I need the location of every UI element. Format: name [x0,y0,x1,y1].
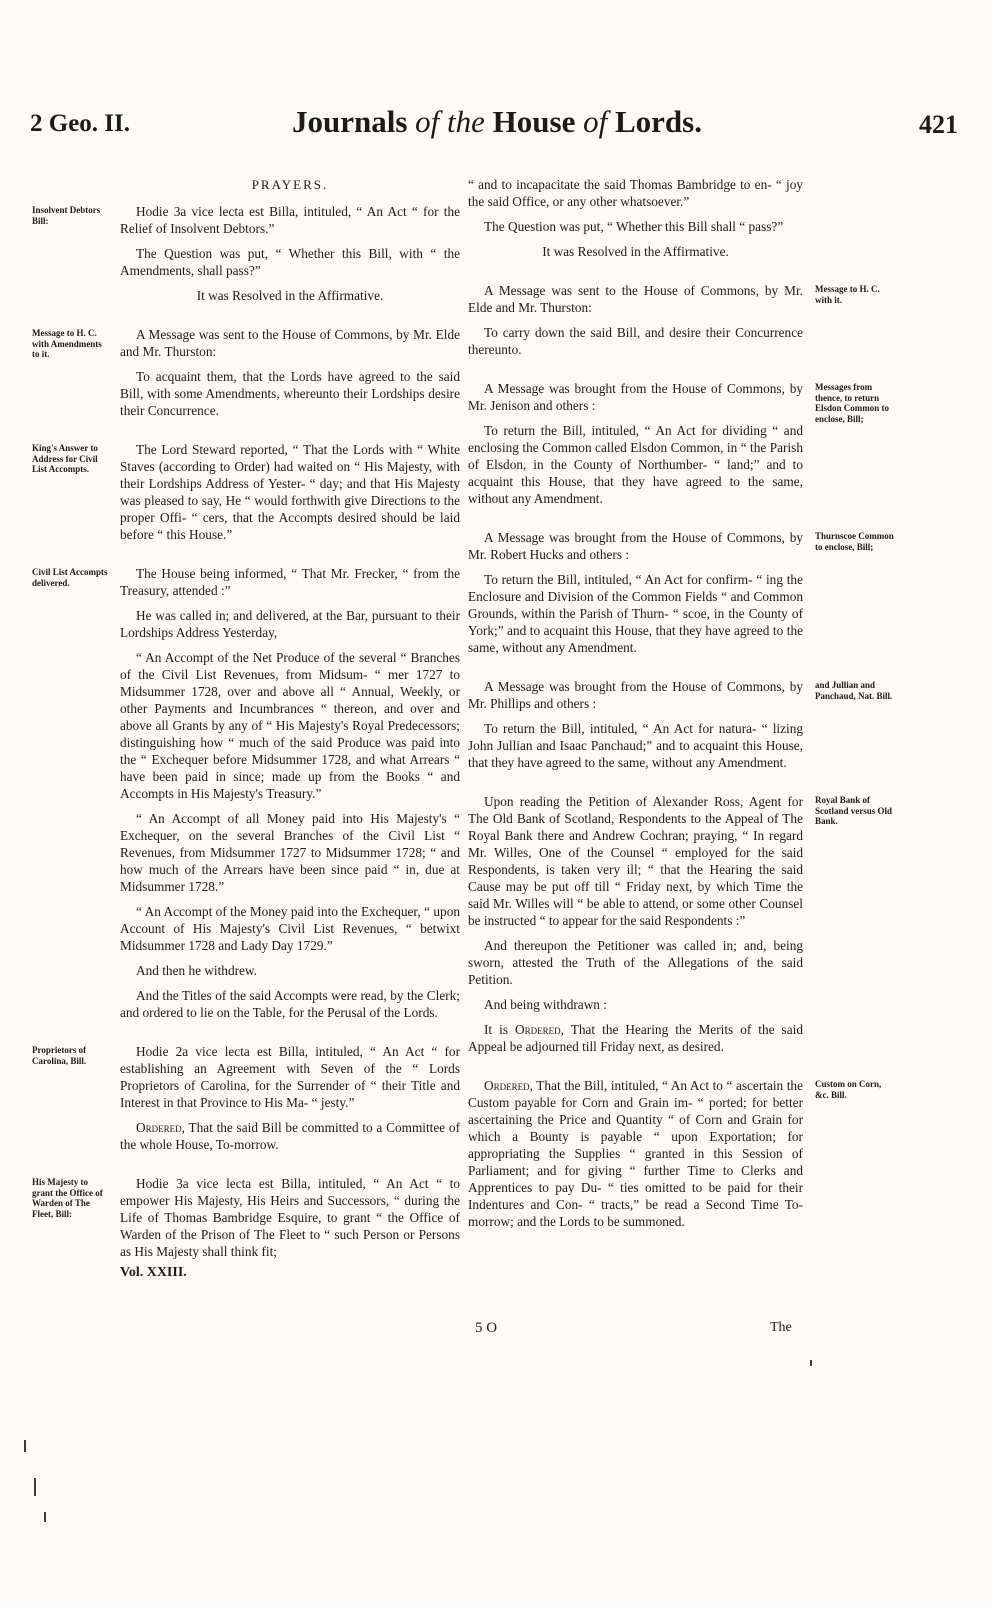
margin-note: and Jullian and Panchaud, Nat. Bill. [815,680,893,701]
margin-note: Civil List Accompts delivered. [32,567,108,588]
paragraph: A Message was sent to the House of Commons, by Mr. Elde and Mr. Thurston: [120,327,460,359]
paragraph: Hodie 3a vice lecta est Billa, intituled, “ An Act “ to empower His Majesty, His Heirs and Successors, “ during the Life of Thomas Bambridge Esquire, to grant “ the Office of Warden of the Prison of The Fleet to “ such Person or Persons as His Majesty shall think fit; [120,1176,460,1259]
regnal-year: 2 Geo. II. [30,110,130,137]
paragraph: The House being informed, “ That Mr. Frecker, “ from the Treasury, attended :” [120,566,460,598]
margin-note: Insolvent Debtors Bill: [32,205,101,226]
paragraph: To return the Bill, intituled, “ An Act for dividing “ and enclosing the Common called Elsdon Common, in “ the Parish of Elsdon, in the County of Northumber- “ land;” and to acquaint this House, that they have agreed to the same, without any Amendment. [468,423,803,506]
royal-bank-entry [468,793,893,1055]
fleet-entry [32,1175,460,1281]
paragraph: And the Titles of the said Accompts were read, by the Clerk; and ordered to lie on the Table, for the Perusal of the Lords. [120,988,460,1020]
message-entry [32,326,460,419]
page-header [30,104,964,154]
paragraph: And being withdrawn : [484,997,607,1012]
message-entry [468,282,880,358]
elsdon-entry [468,380,890,507]
paragraph: Upon reading the Petition of Alexander Ross, Agent for The Old Bank of Scotland, Respondents to the Appeal of The Royal Bank there and Andrew Cochran; praying, “ In regard Mr. Willes, One of the Counsel “ employed for the said Respondents, is taken very ill; “ that the Hearing the said Cause may be put off till “ Friday next, by which Time the said Mr. Willes will “ be able to attend, or some other Counsel be instructed “ to appear for the said Respondents :” [468,794,803,928]
custom-corn-entry [468,1077,882,1230]
margin-note: His Majesty to grant the Office of Warden of The Fleet, Bill: [32,1177,103,1219]
paragraph: “ An Accompt of all Money paid into His Majesty's “ Exchequer, on the several Branches of the Civil List “ Revenues, from Midsummer 1727 to Midsummer 1728; “ and how much of the Arrears have been since paid “ in, due at Midsummer 1728.” [120,811,460,894]
right-column [458,176,958,1238]
paragraph: It is Ordered, That the Hearing the Merits of the said Appeal be adjourned till Friday next, as desired. [468,1022,803,1054]
margin-note: King's Answer to Address for Civil List Accompts. [32,443,98,474]
paragraph: To return the Bill, intituled, “ An Act for confirm- “ ing the Enclosure and Division of the Common Fields “ and Common Grounds, within the Parish of Thurn- “ scoe, in the County of York;” and to acquaint this House, that they have agreed to the same, without any Amendment. [468,572,803,655]
paragraph: And thereupon the Petitioner was called in; and, being sworn, attested the Truth of the Allegations of the said Petition. [468,938,803,987]
paragraph: Hodie 3a vice lecta est Billa, intituled, “ An Act “ for the Relief of Insolvent Debtors.” [120,204,460,236]
margin-note: Message to H. C. with Amendments to it. [32,328,102,359]
paragraph: The Lord Steward reported, “ That the Lords with “ White Staves (according to Order) had waited on “ His Majesty, with their Lordships Address of Yester- “ day; and that His Majesty was pleased to say, He “ would forthwith give Directions to the proper Offi- “ cers, that the Accompts desired should be laid before “ this House.” [120,442,460,542]
paragraph: To carry down the said Bill, and desire their Concurrence thereunto. [468,325,803,357]
margin-tick [34,1478,36,1496]
paragraph: Hodie 2a vice lecta est Billa, intituled, “ An Act “ for establishing an Agreement with Seven of the “ Lords Proprietors of Carolina, for the Surrender of “ their Title and Interest in that Province to His Ma- “ jesty.” [120,1044,460,1110]
civil-list-entry [32,565,460,1021]
margin-note: Proprietors of Carolina, Bill. [32,1045,87,1066]
margin-note: Messages from thence, to return Elsdon Common to enclose, Bill; [815,382,890,424]
paragraph: Ordered, That the said Bill be committed to a Committee of the whole House, To-morrow. [120,1120,460,1152]
paragraph: The Question was put, “ Whether this Bill shall “ pass?” [484,219,784,234]
insolvent-debtors-entry [32,203,460,304]
paragraph: It was Resolved in the Affirmative. [196,288,384,303]
prayers-heading: PRAYERS. [251,177,329,192]
paragraph: A Message was sent to the House of Commons, by Mr. Elde and Mr. Thurston: [468,283,803,315]
kings-answer-entry [32,441,460,543]
paragraph: And then he withdrew. [136,963,257,978]
catchword: The [770,1320,792,1335]
paragraph: A Message was brought from the House of Commons, by Mr. Jenison and others : [468,381,803,413]
paragraph: It was Resolved in the Affirmative. [542,244,729,259]
jullian-entry [468,678,893,771]
left-column [32,176,462,1281]
paragraph: He was called in; and delivered, at the Bar, pursuant to their Lordships Address Yesterday, [120,608,460,640]
paragraph: “ An Accompt of the Net Produce of the several “ Branches of the Civil List Revenues, from Midsum- “ mer 1727 to Midsummer 1728, over and above all “ Annual, Weekly, or other Payments and Incumbrances “ thereon, and over and above all Grants by any of “ His Majesty's Royal Predecessors; distinguishing how “ much of the said Produce was paid into the “ Exchequer before Midsummer 1728, and what Arrears “ have been paid in since; made up from the Books “ and Accompts in His Majesty's Treasury.” [120,650,460,801]
carolina-entry [32,1043,460,1153]
thurnscoe-entry [468,529,894,656]
paragraph: To acquaint them, that the Lords have agreed to the said Bill, with some Amendments, whereunto their Lordships desire their Concurrence. [120,369,460,418]
margin-note: Thurnscoe Common to enclose, Bill; [815,531,894,552]
volume-mark: Vol. XXIII. [120,1265,187,1280]
paragraph: To return the Bill, intituled, “ An Act for natura- “ lizing John Jullian and Isaac Panchaud;” and to acquaint this House, that they have agreed to the same, without any Amendment. [468,721,803,770]
paragraph: “ and to incapacitate the said Thomas Bambridge to en- “ joy the said Office, or any other whatsoever.” [468,177,803,209]
margin-tick [24,1440,26,1452]
margin-note: Message to H. C. with it. [815,284,880,305]
margin-tick [810,1360,812,1366]
paragraph: A Message was brought from the House of Commons, by Mr. Phillips and others : [468,679,803,711]
margin-note: Custom on Corn, &c. Bill. [815,1079,882,1100]
fleet-continued-entry [468,176,803,260]
margin-tick [44,1512,46,1522]
paragraph: The Question was put, “ Whether this Bill, with “ the Amendments, shall pass?” [120,246,460,278]
running-title: Journals of the House of Lords. [292,104,702,139]
paragraph: A Message was brought from the House of Commons, by Mr. Robert Hucks and others : [468,530,803,562]
signature-mark: 5 O [475,1320,498,1336]
margin-note: Royal Bank of Scotland versus Old Bank. [815,795,893,826]
paragraph: Ordered, That the Bill, intituled, “ An Act to “ ascertain the Custom payable for Corn and Grain im- “ ported; for better ascertaining the Price and Quantity “ of Corn and Grain for which a Bounty is payable “ upon Exportation; for appropriating the Supplies “ granted in this Session of Parliament; and for giving “ further Time to Clerks and Apprentices to pay Du- “ ties omitted to be paid for their Indentures and Con- “ tracts,” be read a Second Time To-morrow; and the Lords to be summoned. [468,1078,803,1229]
paragraph: “ An Accompt of the Money paid into the Exchequer, “ upon Account of His Majesty's Civil List Revenues, “ betwixt Midsummer 1728 and Lady Day 1729.” [120,904,460,953]
page-number: 421 [919,110,958,139]
